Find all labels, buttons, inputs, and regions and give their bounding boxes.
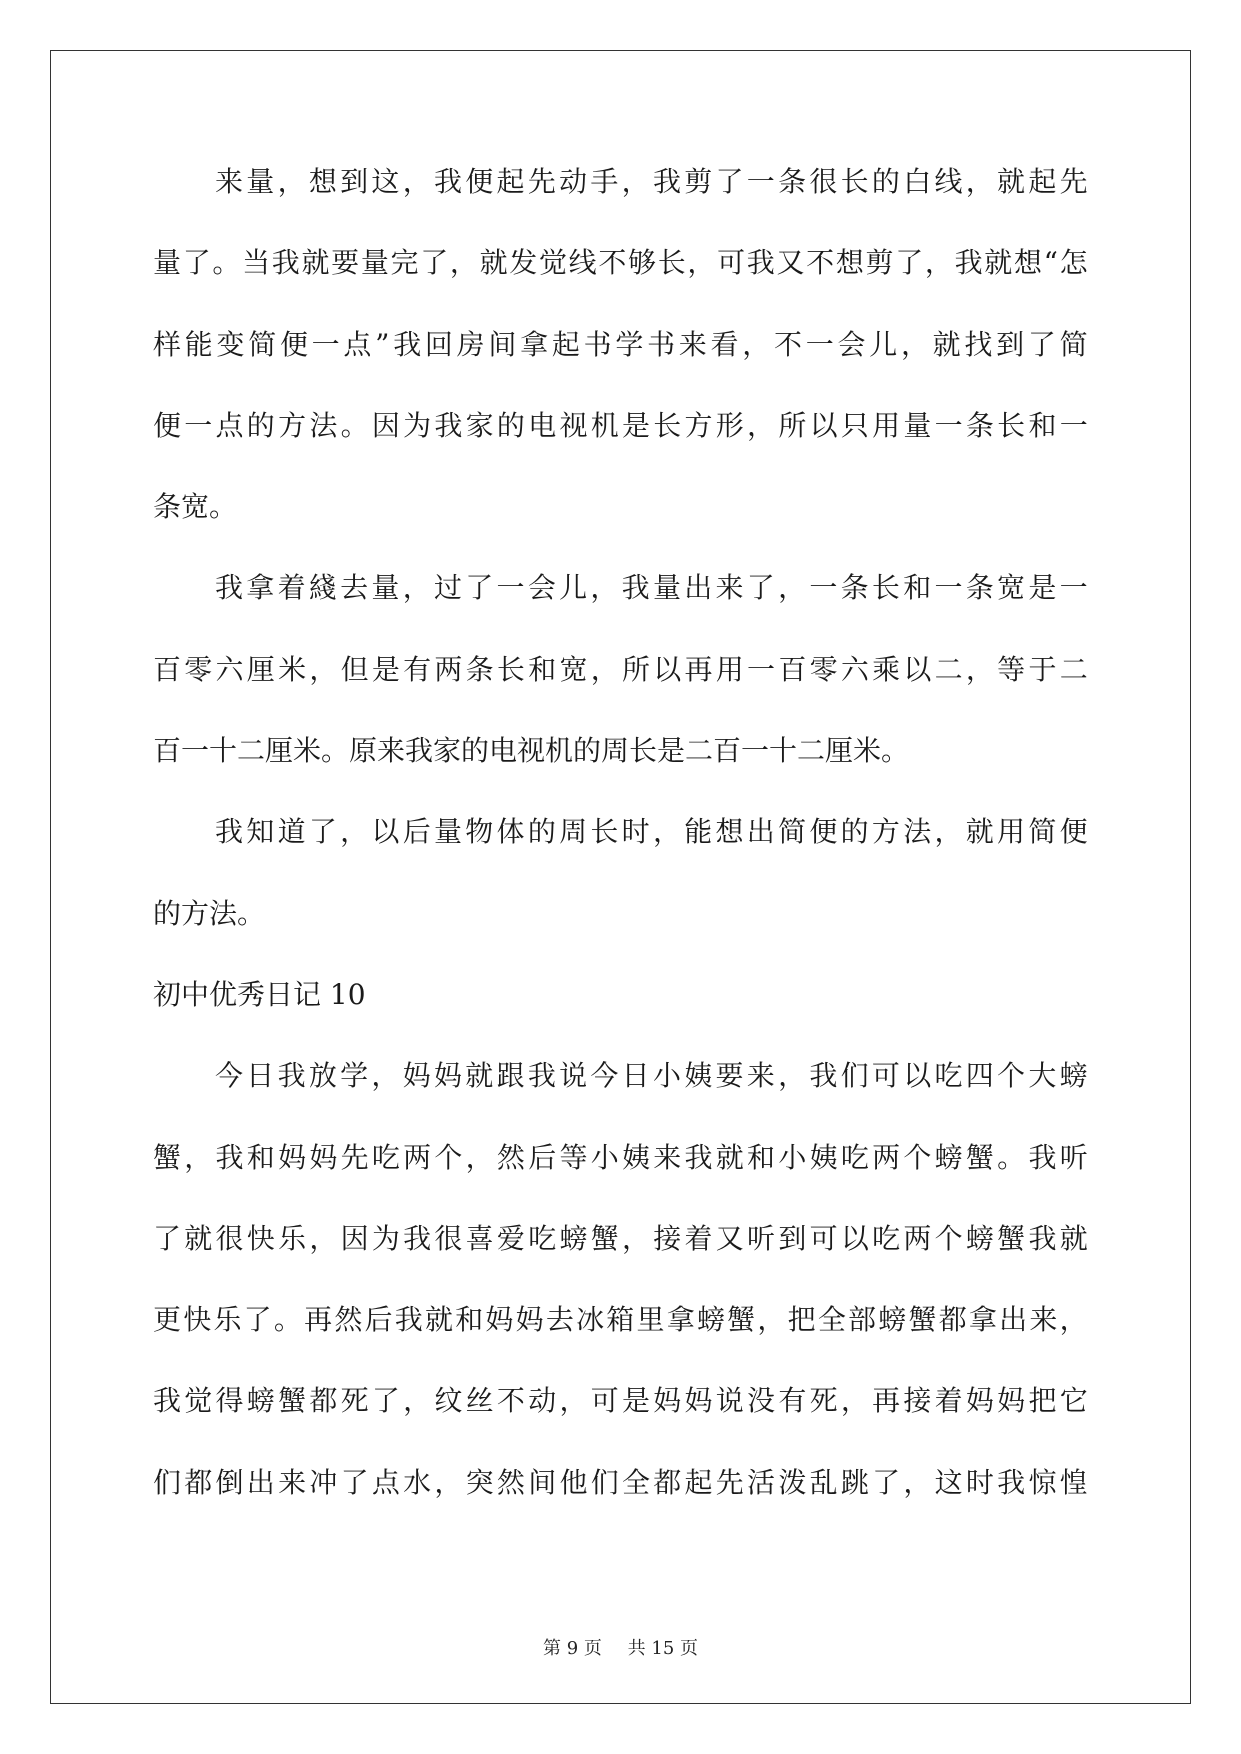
paragraph-line: 们 都 倒 出 来 冲 了 点 水 ， 突 然 间 他 们 全 都 起 先 活 泼 乱 跳 了 ， 这 时 我 惊 惶 <box>153 1465 1088 1499</box>
page-total: 共 15 页 <box>627 1638 698 1659</box>
paragraph-line: 量 了 。 当 我 就 要 量 完 了 ， 就 发 觉 线 不 够 长 ， 可 我 又 不 想 剪 了 ， 我 就 想 “ 怎 <box>153 246 1088 280</box>
paragraph-line: 我 觉 得 螃 蟹 都 死 了 ， 纹 丝 不 动 ， 可 是 妈 妈 说 没 有 死 ， 再 接 着 妈 妈 把 它 <box>153 1384 1088 1418</box>
paragraph-line: 蟹 ， 我 和 妈 妈 先 吃 两 个 ， 然 后 等 小 姨 来 我 就 和 小 姨 吃 两 个 螃 蟹 。 我 听 <box>153 1140 1088 1174</box>
paragraph-line: 我 知 道 了 ， 以 后 量 物 体 的 周 长 时 ， 能 想 出 简 便 的 方 法 ， 就 用 简 便 <box>215 815 1088 849</box>
paragraph-line: 条宽。 <box>153 490 238 524</box>
document-body <box>153 165 1088 1550</box>
section-heading: 初中优秀日记 10 <box>153 977 366 1011</box>
page-number: 第 9 页 <box>543 1638 602 1659</box>
paragraph-line: 百一十二厘米。原来我家的电视机的周长是二百一十二厘米。 <box>153 734 910 768</box>
paragraph-line: 样 能 变 简 便 一 点 ” 我 回 房 间 拿 起 书 学 书 来 看 ， 不 一 会 儿 ， 就 找 到 了 简 <box>153 327 1088 361</box>
page-footer <box>0 1634 1241 1660</box>
paragraph-line: 我 拿 着 綫 去 量 ， 过 了 一 会 儿 ， 我 量 出 来 了 ， 一 条 长 和 一 条 宽 是 一 <box>215 571 1088 605</box>
paragraph-line: 今 日 我 放 学 ， 妈 妈 就 跟 我 说 今 日 小 姨 要 来 ， 我 们 可 以 吃 四 个 大 螃 <box>215 1059 1088 1093</box>
paragraph-line: 来 量 ， 想 到 这 ， 我 便 起 先 动 手 ， 我 剪 了 一 条 很 长 的 白 线 ， 就 起 先 <box>215 165 1088 198</box>
paragraph-line: 百 零 六 厘 米 ， 但 是 有 两 条 长 和 宽 ， 所 以 再 用 一 百 零 六 乘 以 二 ， 等 于 二 <box>153 652 1088 686</box>
paragraph-line: 更 快 乐 了 。 再 然 后 我 就 和 妈 妈 去 冰 箱 里 拿 螃 蟹 ， 把 全 部 螃 蟹 都 拿 出 来 ， <box>153 1303 1088 1337</box>
paragraph-line: 了 就 很 快 乐 ， 因 为 我 很 喜 爱 吃 螃 蟹 ， 接 着 又 听 到 可 以 吃 两 个 螃 蟹 我 就 <box>153 1221 1088 1255</box>
paragraph-line: 便 一 点 的 方 法 。 因 为 我 家 的 电 视 机 是 长 方 形 ， 所 以 只 用 量 一 条 长 和 一 <box>153 408 1088 442</box>
paragraph-line: 的方法。 <box>153 896 266 930</box>
